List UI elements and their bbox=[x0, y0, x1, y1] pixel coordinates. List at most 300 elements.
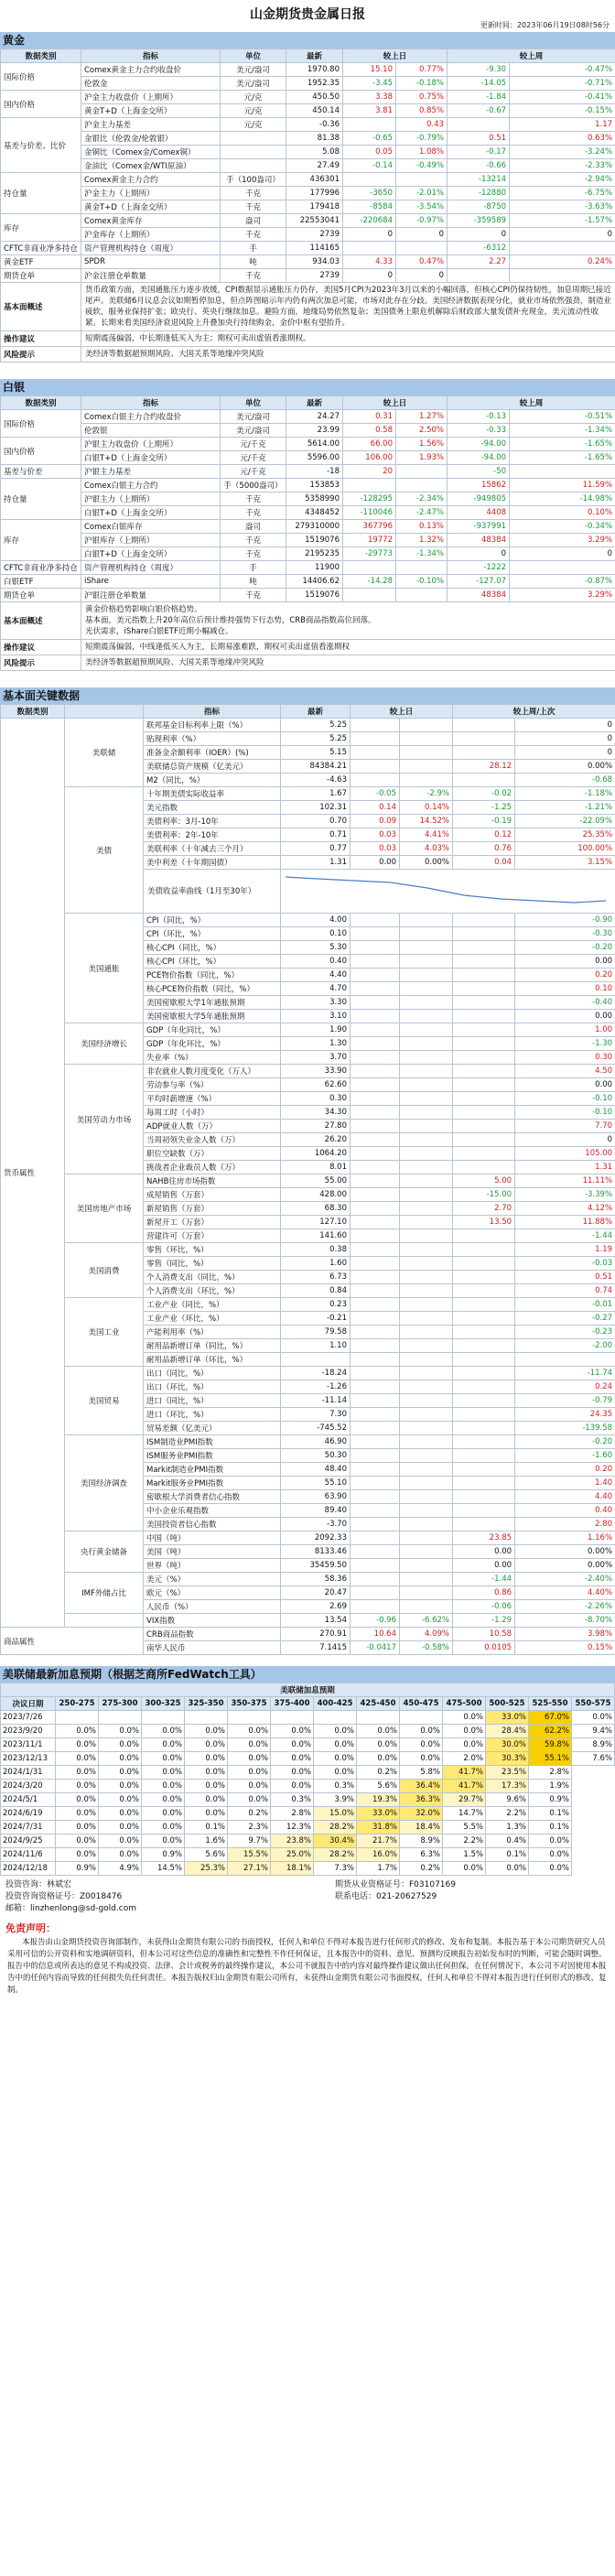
column-header: 决议日期 bbox=[1, 1697, 56, 1711]
table-row bbox=[1, 547, 615, 561]
weekly-change bbox=[453, 927, 515, 941]
daily-change-pct: -1.34% bbox=[396, 547, 448, 561]
weekly-change bbox=[453, 1243, 515, 1257]
indicator-name: 耐用品新增订单（环比，%） bbox=[144, 1353, 281, 1367]
weekly-change: 0.86 bbox=[453, 1586, 515, 1600]
author: 投资咨询：林斌宏 bbox=[5, 1880, 72, 1889]
table-row bbox=[1, 1807, 615, 1821]
latest-value: 1970.80 bbox=[286, 63, 343, 77]
weekly-change-pct: 11.88% bbox=[515, 1216, 615, 1229]
daily-change-pct bbox=[400, 1477, 453, 1490]
daily-change-pct bbox=[400, 1367, 453, 1380]
latest-value: 8133.46 bbox=[281, 1545, 351, 1559]
table-row bbox=[1, 424, 615, 438]
daily-change: -110046 bbox=[343, 506, 396, 520]
weekly-change-pct: 1.16% bbox=[515, 1532, 615, 1545]
weekly-change-pct: 2.80 bbox=[515, 1518, 615, 1532]
indicator-name: 金油比（Comex金/WTI原油） bbox=[81, 159, 221, 173]
column-header: 较上日 bbox=[343, 49, 448, 63]
daily-change: 0.58 bbox=[343, 424, 396, 438]
latest-value: 7.1415 bbox=[281, 1641, 351, 1655]
probability-cell: 0.0% bbox=[572, 1711, 615, 1725]
probability-cell: 0.0% bbox=[56, 1780, 99, 1793]
column-header: 单位 bbox=[221, 396, 286, 410]
unit: 千克 bbox=[221, 492, 286, 506]
probability-cell: 0.0% bbox=[142, 1780, 185, 1793]
daily-change bbox=[351, 1078, 400, 1092]
table-row bbox=[1, 173, 615, 187]
indicator-name: Comex黄金主力合约 bbox=[81, 173, 221, 187]
daily-change bbox=[351, 1559, 400, 1573]
latest-value: -4.63 bbox=[281, 774, 351, 787]
latest-value: 34.30 bbox=[281, 1106, 351, 1120]
daily-change: 3.38 bbox=[343, 91, 396, 104]
table-row bbox=[1, 1243, 615, 1257]
probability-cell: 0.1% bbox=[185, 1821, 228, 1835]
probability-cell: 2.3% bbox=[228, 1821, 271, 1835]
probability-cell bbox=[56, 1711, 99, 1725]
unit: 手（5000盎司） bbox=[221, 479, 286, 492]
weekly-change-pct: 0.40 bbox=[515, 1504, 615, 1518]
unit: 美元/盎司 bbox=[221, 77, 286, 91]
daily-change bbox=[351, 1051, 400, 1065]
column-header: 最新 bbox=[286, 49, 343, 63]
unit: 美元/盎司 bbox=[221, 63, 286, 77]
daily-change bbox=[351, 1298, 400, 1312]
latest-value: 2739 bbox=[286, 228, 343, 242]
row-category: CFTC非商业净多持仓 bbox=[1, 242, 81, 255]
latest-value: 1.10 bbox=[281, 1339, 351, 1353]
decision-date: 2023/12/13 bbox=[1, 1752, 56, 1766]
row-category: 国际价格 bbox=[1, 63, 81, 91]
probability-cell: 15.5% bbox=[228, 1848, 271, 1862]
weekly-change-pct: -1.57% bbox=[510, 214, 615, 228]
unit: 千克 bbox=[221, 547, 286, 561]
indicator-name: Markit制造业PMI指数 bbox=[144, 1463, 281, 1477]
probability-cell: 0.0% bbox=[443, 1711, 486, 1725]
daily-change bbox=[351, 1257, 400, 1271]
column-header: 325-350 bbox=[185, 1697, 228, 1711]
probability-cell: 0.0% bbox=[142, 1725, 185, 1738]
table-row bbox=[1, 1738, 615, 1752]
indicator-name: 零售（同比，%） bbox=[144, 1257, 281, 1271]
weekly-change: 0.04 bbox=[453, 856, 515, 870]
row-label: 风险提示 bbox=[1, 655, 81, 671]
latest-value: 26.20 bbox=[281, 1133, 351, 1147]
probability-cell: 0.1% bbox=[529, 1821, 572, 1835]
decision-date: 2024/1/31 bbox=[1, 1766, 56, 1780]
indicator-name: 挑战者企业裁员人数（万） bbox=[144, 1161, 281, 1174]
indicator-name: ISM制造业PMI指数 bbox=[144, 1435, 281, 1449]
latest-value: 8.01 bbox=[281, 1161, 351, 1174]
summary-row bbox=[1, 602, 615, 640]
table-row bbox=[1, 534, 615, 547]
daily-change-pct bbox=[396, 242, 448, 255]
indicator-name: 劳动参与率（%） bbox=[144, 1078, 281, 1092]
daily-change bbox=[351, 732, 400, 746]
daily-change bbox=[343, 242, 396, 255]
indicator-name: 产能利用率（%） bbox=[144, 1326, 281, 1339]
daily-change bbox=[351, 774, 400, 787]
daily-change bbox=[351, 1326, 400, 1339]
daily-change bbox=[343, 479, 396, 492]
weekly-change: -13214 bbox=[448, 173, 510, 187]
indicator-name: Markit服务业PMI指数 bbox=[144, 1477, 281, 1490]
weekly-change-pct: -1.18% bbox=[515, 787, 615, 801]
column-header: 最新 bbox=[281, 705, 351, 719]
weekly-change-pct: -0.01 bbox=[515, 1298, 615, 1312]
weekly-change bbox=[453, 1477, 515, 1490]
weekly-change bbox=[453, 996, 515, 1010]
latest-value: -11.14 bbox=[281, 1394, 351, 1408]
weekly-change-pct: 100.00% bbox=[515, 842, 615, 856]
daily-change-pct: 0.47% bbox=[396, 255, 448, 269]
weekly-change-pct: -139.58 bbox=[515, 1422, 615, 1435]
weekly-change: 28.12 bbox=[453, 760, 515, 774]
daily-change bbox=[351, 1532, 400, 1545]
weekly-change-pct: 4.40 bbox=[515, 1490, 615, 1504]
daily-change-pct bbox=[400, 1257, 453, 1271]
probability-cell: 0.0% bbox=[142, 1766, 185, 1780]
weekly-change-pct: -0.30 bbox=[515, 927, 615, 941]
table-row bbox=[1, 1573, 615, 1586]
table-row bbox=[1, 200, 615, 214]
daily-change-pct bbox=[400, 1312, 453, 1326]
latest-value: 1519076 bbox=[286, 534, 343, 547]
weekly-change-pct: -0.10 bbox=[515, 1092, 615, 1106]
indicator-name: 耐用品新增订单（同比，%） bbox=[144, 1339, 281, 1353]
probability-cell: 0.0% bbox=[99, 1725, 142, 1738]
indicator-name: 美国投资者信心指数 bbox=[144, 1518, 281, 1532]
indicator-name: 贸易差额（亿美元） bbox=[144, 1422, 281, 1435]
latest-value: 934.03 bbox=[286, 255, 343, 269]
daily-change-pct bbox=[400, 1271, 453, 1284]
latest-value: 0.23 bbox=[281, 1298, 351, 1312]
macro-table bbox=[0, 704, 615, 1655]
unit: 元/千克 bbox=[221, 451, 286, 465]
daily-change bbox=[351, 1161, 400, 1174]
table-row bbox=[1, 1435, 615, 1449]
weekly-change-pct: 0.20 bbox=[515, 1463, 615, 1477]
probability-cell: 0.0% bbox=[529, 1848, 572, 1862]
weekly-change-pct: 0.00 bbox=[515, 1010, 615, 1023]
probability-cell: 0.0% bbox=[185, 1780, 228, 1793]
latest-value: 27.49 bbox=[286, 159, 343, 173]
weekly-change-pct: -2.26% bbox=[515, 1600, 615, 1614]
indicator-name: 美元指数 bbox=[144, 801, 281, 815]
qual-number: 期货从业资格证号：F03107169 bbox=[335, 1880, 456, 1889]
daily-change bbox=[351, 1037, 400, 1051]
probability-cell: 0.0% bbox=[56, 1725, 99, 1738]
weekly-change-pct: 1.17 bbox=[510, 118, 615, 132]
weekly-change-pct: -3.39% bbox=[515, 1188, 615, 1202]
probability-cell: 0.1% bbox=[486, 1848, 529, 1862]
probability-cell: 0.0% bbox=[314, 1766, 357, 1780]
unit bbox=[221, 146, 286, 159]
daily-change-pct bbox=[400, 1559, 453, 1573]
probability-cell: 0.0% bbox=[99, 1835, 142, 1848]
probability-cell: 27.1% bbox=[228, 1862, 271, 1876]
indicator-name: 进口（同比，%） bbox=[144, 1394, 281, 1408]
latest-value: 177996 bbox=[286, 187, 343, 200]
probability-cell: 55.1% bbox=[529, 1752, 572, 1766]
unit: 元/千克 bbox=[221, 438, 286, 451]
weekly-change: 23.85 bbox=[453, 1532, 515, 1545]
change-value: 10.64 bbox=[351, 1628, 400, 1641]
probability-cell: 4.9% bbox=[99, 1862, 142, 1876]
latest-value: 5596.00 bbox=[286, 451, 343, 465]
indicator-name: 工业产业（环比，%） bbox=[144, 1312, 281, 1326]
indicator-name: 美元（%） bbox=[144, 1573, 281, 1586]
daily-change bbox=[351, 914, 400, 927]
daily-change-pct bbox=[400, 941, 453, 955]
daily-change-pct bbox=[400, 955, 453, 969]
probability-cell: 8.9% bbox=[572, 1738, 615, 1752]
decision-date: 2023/11/1 bbox=[1, 1738, 56, 1752]
weekly-change: -0.13 bbox=[448, 410, 510, 424]
daily-change-pct: -2.47% bbox=[396, 506, 448, 520]
probability-cell: 0.0% bbox=[228, 1752, 271, 1766]
sub-group-label: IMF外储占比 bbox=[65, 1573, 144, 1614]
sub-group-label: 美债 bbox=[65, 787, 144, 914]
weekly-change: -14.05 bbox=[448, 77, 510, 91]
indicator-name: 沪银库存（上期所） bbox=[81, 534, 221, 547]
risk-warning-row bbox=[1, 347, 615, 363]
probability-cell: 0.0% bbox=[400, 1725, 443, 1738]
probability-cell: 30.3% bbox=[486, 1752, 529, 1766]
daily-change bbox=[351, 746, 400, 760]
daily-change: 0 bbox=[343, 269, 396, 283]
daily-change-pct: 4.03% bbox=[400, 842, 453, 856]
probability-cell: 0.0% bbox=[99, 1807, 142, 1821]
change-value: -6.62% bbox=[400, 1614, 453, 1628]
weekly-change-pct: 11.59% bbox=[510, 479, 615, 492]
daily-change bbox=[351, 1380, 400, 1394]
sub-group-label: 美国经济增长 bbox=[65, 1023, 144, 1065]
table-row bbox=[1, 520, 615, 534]
latest-value: 1.67 bbox=[281, 787, 351, 801]
column-header: 525-550 bbox=[529, 1697, 572, 1711]
probability-cell: 0.2% bbox=[228, 1807, 271, 1821]
weekly-change-pct bbox=[510, 242, 615, 255]
column-header: 较上日 bbox=[343, 396, 448, 410]
daily-change-pct bbox=[400, 1422, 453, 1435]
daily-change-pct: -2.01% bbox=[396, 187, 448, 200]
weekly-change: -15.00 bbox=[453, 1188, 515, 1202]
probability-cell: 0.0% bbox=[185, 1766, 228, 1780]
indicator-name: 沪金主力基差 bbox=[81, 118, 221, 132]
table-row bbox=[1, 787, 615, 801]
latest-value: 20.47 bbox=[281, 1586, 351, 1600]
probability-cell bbox=[99, 1711, 142, 1725]
table-row bbox=[1, 132, 615, 146]
weekly-change bbox=[453, 1367, 515, 1380]
weekly-change bbox=[453, 1010, 515, 1023]
latest-value: -18.24 bbox=[281, 1367, 351, 1380]
weekly-change-pct: -1.60 bbox=[515, 1449, 615, 1463]
probability-cell: 0.0% bbox=[529, 1862, 572, 1876]
latest-value: 270.91 bbox=[281, 1628, 351, 1641]
probability-cell: 1.3% bbox=[486, 1821, 529, 1835]
latest-value: 33.90 bbox=[281, 1065, 351, 1078]
latest-value: 0.10 bbox=[281, 927, 351, 941]
probability-cell: 0.0% bbox=[185, 1725, 228, 1738]
latest-value: -1.26 bbox=[281, 1380, 351, 1394]
weekly-change-pct bbox=[510, 561, 615, 575]
indicator-name: 人民币（%） bbox=[144, 1600, 281, 1614]
daily-change bbox=[351, 1339, 400, 1353]
probability-cell: 2.2% bbox=[443, 1835, 486, 1848]
weekly-change-pct: 24.35 bbox=[515, 1408, 615, 1422]
daily-change bbox=[351, 1586, 400, 1600]
weekly-change bbox=[453, 1133, 515, 1147]
weekly-change: -0.06 bbox=[453, 1600, 515, 1614]
latest-value: -0.36 bbox=[286, 118, 343, 132]
daily-change-pct bbox=[400, 1586, 453, 1600]
daily-change-pct bbox=[400, 1216, 453, 1229]
probability-cell: 62.2% bbox=[529, 1725, 572, 1738]
daily-change bbox=[351, 996, 400, 1010]
weekly-change: -50 bbox=[448, 465, 510, 479]
latest-value: 55.00 bbox=[281, 1174, 351, 1188]
latest-value: 79.58 bbox=[281, 1326, 351, 1339]
probability-cell: 0.2% bbox=[357, 1766, 400, 1780]
weekly-change-pct: 25.35% bbox=[515, 828, 615, 842]
license-number: 投资咨询资格证号：Z0018476 bbox=[5, 1892, 123, 1901]
weekly-change-pct: -0.34% bbox=[510, 520, 615, 534]
latest-value: 68.30 bbox=[281, 1202, 351, 1216]
daily-change bbox=[351, 1422, 400, 1435]
latest-value: 5614.00 bbox=[286, 438, 343, 451]
daily-change bbox=[343, 561, 396, 575]
probability-cell: 2.0% bbox=[443, 1752, 486, 1766]
row-label: 基本面概述 bbox=[1, 602, 81, 640]
probability-cell: 32.0% bbox=[400, 1807, 443, 1821]
indicator-name: 新屋销售（万套） bbox=[144, 1202, 281, 1216]
row-category: 库存 bbox=[1, 214, 81, 242]
daily-change: -3650 bbox=[343, 187, 396, 200]
column-header: 数据类别 bbox=[1, 49, 81, 63]
daily-change-pct bbox=[400, 1380, 453, 1394]
yield-curve-line bbox=[286, 877, 606, 903]
latest-value: 450.14 bbox=[286, 104, 343, 118]
decision-date: 2024/12/18 bbox=[1, 1862, 56, 1876]
indicator-name: ISM服务业PMI指数 bbox=[144, 1449, 281, 1463]
weekly-change: -937991 bbox=[448, 520, 510, 534]
probability-cell: 1.5% bbox=[443, 1848, 486, 1862]
yield-curve-label: 美债收益率曲线（1月至30年） bbox=[144, 870, 281, 914]
daily-change-pct: 0 bbox=[396, 228, 448, 242]
table-row bbox=[1, 1752, 615, 1766]
latest-value: 153853 bbox=[286, 479, 343, 492]
weekly-change-pct: -11.74 bbox=[515, 1367, 615, 1380]
weekly-change: -127.07 bbox=[448, 575, 510, 589]
latest-value: 1064.20 bbox=[281, 1147, 351, 1161]
probability-cell: 8.9% bbox=[400, 1835, 443, 1848]
latest-value bbox=[281, 1353, 351, 1367]
silver-section-title: 白银 bbox=[0, 379, 615, 395]
indicator-name: 每周工时（小时） bbox=[144, 1106, 281, 1120]
probability-cell: 1.7% bbox=[357, 1862, 400, 1876]
latest-value: 2739 bbox=[286, 269, 343, 283]
weekly-change-pct: 0.30 bbox=[515, 1051, 615, 1065]
sub-group-label: 美国工业 bbox=[65, 1298, 144, 1367]
column-header: 300-325 bbox=[142, 1697, 185, 1711]
latest-value: 46.90 bbox=[281, 1435, 351, 1449]
indicator-name: NAHB住房市场指数 bbox=[144, 1174, 281, 1188]
weekly-change bbox=[453, 1065, 515, 1078]
latest-value: 5.25 bbox=[281, 732, 351, 746]
weekly-change bbox=[453, 1339, 515, 1353]
probability-cell: 30.0% bbox=[486, 1738, 529, 1752]
latest-value: 279310000 bbox=[286, 520, 343, 534]
update-time: 更新时间：2023年06月19日08时56分 bbox=[480, 21, 610, 29]
weekly-change-pct: 1.40 bbox=[515, 1477, 615, 1490]
group-label: 货币属性 bbox=[1, 719, 65, 1628]
daily-change-pct: 0.13% bbox=[396, 520, 448, 534]
latest-value: 1.31 bbox=[281, 856, 351, 870]
weekly-change: -0.67 bbox=[448, 104, 510, 118]
indicator-name: 新屋开工（万套） bbox=[144, 1216, 281, 1229]
probability-cell bbox=[400, 1711, 443, 1725]
latest-value: 3.30 bbox=[281, 996, 351, 1010]
probability-cell: 2.8% bbox=[271, 1807, 314, 1821]
probability-cell: 31.8% bbox=[357, 1821, 400, 1835]
probability-cell: 29.7% bbox=[443, 1793, 486, 1807]
daily-change bbox=[351, 1216, 400, 1229]
daily-change: -0.65 bbox=[343, 132, 396, 146]
probability-cell: 23.8% bbox=[271, 1835, 314, 1848]
latest-value: 4.70 bbox=[281, 982, 351, 996]
column-header: 较上周/上次 bbox=[453, 705, 615, 719]
daily-change bbox=[351, 1463, 400, 1477]
daily-change-pct bbox=[400, 1298, 453, 1312]
daily-change-pct: 2.50% bbox=[396, 424, 448, 438]
probability-cell: 9.4% bbox=[572, 1725, 615, 1738]
daily-change bbox=[351, 927, 400, 941]
probability-cell: 21.7% bbox=[357, 1835, 400, 1848]
column-header: 最新 bbox=[286, 396, 343, 410]
indicator-name: 沪金库存（上期所） bbox=[81, 228, 221, 242]
latest-value: 6.73 bbox=[281, 1271, 351, 1284]
daily-change: 106.00 bbox=[343, 451, 396, 465]
weekly-change: 2.70 bbox=[453, 1202, 515, 1216]
weekly-change bbox=[453, 774, 515, 787]
daily-change bbox=[351, 1408, 400, 1422]
probability-cell: 0.0% bbox=[99, 1766, 142, 1780]
probability-cell: 0.0% bbox=[56, 1766, 99, 1780]
weekly-change: 48384 bbox=[448, 534, 510, 547]
unit: 手 bbox=[221, 242, 286, 255]
table-row bbox=[1, 719, 615, 732]
latest-value: 48.40 bbox=[281, 1463, 351, 1477]
latest-value: 0.38 bbox=[281, 1243, 351, 1257]
daily-change bbox=[351, 1518, 400, 1532]
probability-cell: 3.9% bbox=[314, 1793, 357, 1807]
row-text: 短期震荡偏弱，中长期逢低买入为主；期权可卖出虚值看涨期权。 bbox=[81, 331, 615, 347]
row-category: 基差与价差 bbox=[1, 465, 81, 479]
indicator-name: 出口（同比，%） bbox=[144, 1367, 281, 1380]
unit: 美元/盎司 bbox=[221, 424, 286, 438]
indicator-name: 联邦基金目标利率上限（%） bbox=[144, 719, 281, 732]
weekly-change-pct: 0.00% bbox=[515, 1545, 615, 1559]
weekly-change-pct bbox=[510, 269, 615, 283]
column-header: 550-575 bbox=[572, 1697, 615, 1711]
row-text: 短期震荡偏弱，中线逢低买入为主，长期易涨难跌，期权可卖出虚值看涨期权 bbox=[81, 640, 615, 655]
latest-value: -18 bbox=[286, 465, 343, 479]
daily-change bbox=[351, 1545, 400, 1559]
probability-cell: 19.3% bbox=[357, 1793, 400, 1807]
